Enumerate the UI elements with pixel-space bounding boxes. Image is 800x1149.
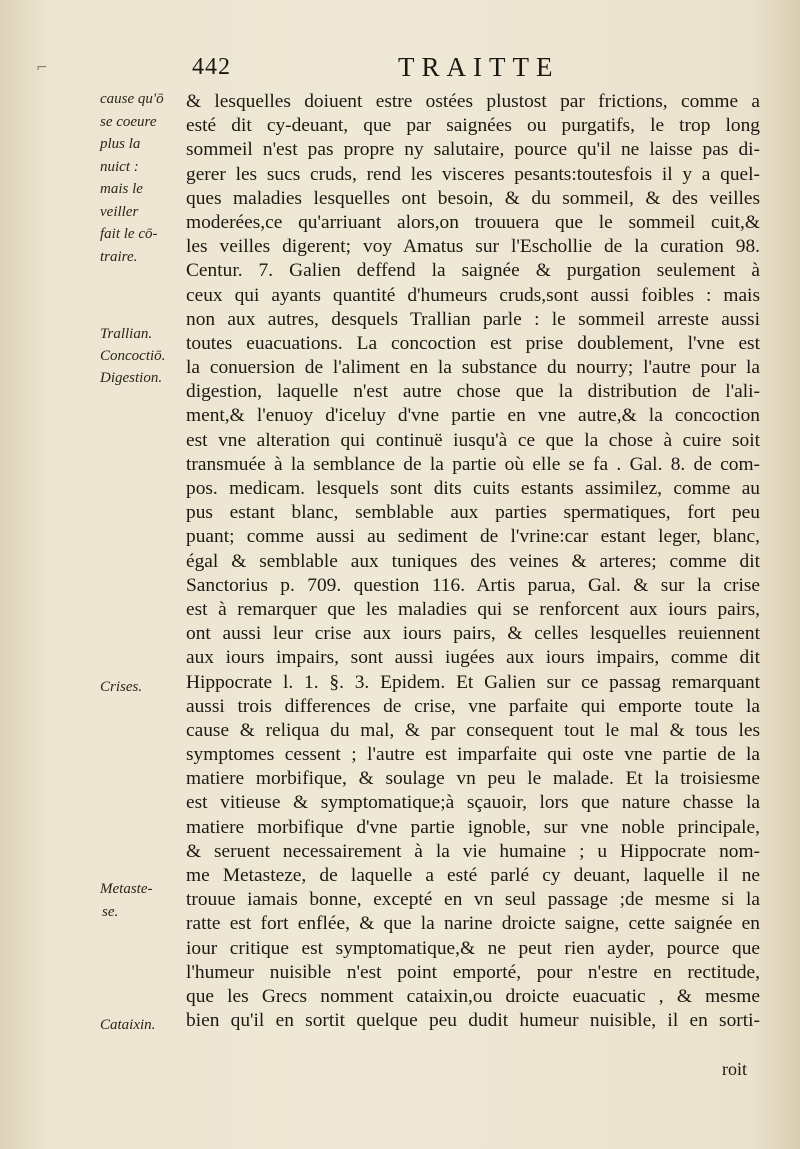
text-line: est vitieuse & symptomatique;à sçauoir, lors que nature chasse la — [186, 792, 760, 814]
text-line: Sanctorius p. 709. question 116. Artis parua, Gal. & sur la crise — [186, 574, 760, 596]
text-line: égal & semblable aux tuniques des veines & arteres; comme dit — [186, 550, 760, 572]
text-line: matiere morbifique d'vne partie ignoble, sur vne noble principale, — [186, 816, 760, 838]
margin-line: fait le cō- — [100, 226, 158, 242]
text-line: cause & reliqua du mal, & par consequent tout le mal & tous les — [186, 719, 760, 741]
text-line: gerer les sucs cruds, rend les visceres pesants:toutesfois il y a quel- — [186, 163, 760, 185]
text-line: ceux qui ayants quantité d'humeurs cruds,sont aussi foibles : mais — [186, 284, 760, 306]
scan-mark: ⌐ — [36, 60, 48, 76]
text-line: digestion, laquelle n'est autre chose que la distribution de l'ali- — [186, 381, 760, 403]
text-line: ques maladies lesquelles ont besoin, & du sommeil, & des veilles — [186, 187, 760, 209]
margin-line: se. — [102, 903, 119, 920]
text-line: Hippocrate l. 1. §. 3. Epidem. Et Galien sur ce passag remarquant — [186, 671, 760, 693]
catchword: roit — [722, 1059, 747, 1079]
margin-note-trallian — [100, 323, 152, 346]
text-line: pus estant blanc, semblable aux parties spermatiques, fort peu — [186, 502, 760, 524]
text-line: est vne alteration qui continuë iusqu'à ce que la chose à cuire soit — [186, 429, 760, 451]
text-line: & seruent necessairement à la vie humaine ; u Hippocrate nom- — [186, 840, 760, 862]
margin-note-concoction — [100, 345, 165, 368]
text-line: transmuée à la semblance de la partie où elle se fa . Gal. 8. de com- — [186, 453, 760, 475]
text-line: l'humeur nuisible n'est point emporté, pour n'estre en rectitude, — [186, 961, 760, 983]
text-line: les veilles digerent; voy Amatus sur l'Eschollie de la curation 98. — [186, 236, 760, 258]
margin-note-metastese — [100, 878, 152, 923]
margin-note-crises — [100, 676, 142, 699]
text-line: trouue iamais bonne, excepté en vn seul passage ;de mesme si la — [186, 889, 760, 911]
page-number: 442 — [192, 54, 231, 80]
text-line: esté dit cy-deuant, que par saignées ou purgatifs, le trop long — [186, 115, 760, 137]
margin-line: cause qu'ō — [100, 91, 164, 107]
margin-line: plus la — [100, 136, 141, 152]
text-line: me Metasteze, de laquelle a esté parlé cy deuant, laquelle il ne — [186, 865, 760, 886]
margin-line: Cataixin. — [100, 1017, 156, 1033]
text-line: iour critique est symptomatique,& ne peut rien ayder, pource que — [186, 937, 760, 959]
text-line: que les Grecs nomment cataixin,ou droicte euacuatic , & mesme — [186, 985, 760, 1007]
text-line: ratte est fort enflée, & que la narine droicte saigne, cette saignée en — [186, 913, 760, 935]
text-line: ont aussi leur crise aux iours pairs, & celles lesquelles reuiennent — [186, 623, 760, 645]
margin-line: Metaste- — [100, 881, 153, 897]
margin-line: veiller — [100, 203, 139, 220]
text-line: est à remarquer que les maladies qui se renforcent aux iours pairs, — [186, 598, 760, 620]
text-line: & lesquelles doiuent estre ostées plustost par frictions, comme a — [186, 91, 760, 112]
text-line: Centur. 7. Galien deffend la saignée & purgation seulement à — [186, 260, 760, 282]
text-line: ment,& l'enuoy d'iceluy d'vne partie en vne autre,& la concoction — [186, 405, 760, 427]
text-line: toutes euacuations. La concoction est prise doublement, l'vne est — [186, 332, 760, 354]
running-title: TRAITTE — [398, 52, 560, 82]
margin-line: mais le — [100, 181, 143, 197]
margin-note-cause — [100, 88, 164, 268]
page-header — [0, 50, 800, 90]
text-line: moderées,ce qu'arriuant alors,on trouuera que le sommeil cuit,& — [186, 211, 760, 233]
margin-line: se coeure — [100, 113, 157, 130]
text-line: non aux autres, desquels Trallian parle : le sommeil arreste aussi — [186, 308, 760, 330]
text-line: puant; comme aussi au sediment de l'vrine:car estant leger, blanc, — [186, 526, 760, 548]
margin-line: nuict : — [100, 158, 139, 175]
text-line: la conuersion de l'aliment en la substance du nourry; l'autre pour la — [186, 357, 760, 379]
margin-note-cataixin — [100, 1014, 155, 1037]
margin-line: traire. — [100, 248, 138, 265]
text-line: aussi trois differences de crise, vne parfaite qui emporte toute la — [186, 695, 760, 717]
text-line: pos. medicam. lesquels sont dits cuits estants assimilez, comme au — [186, 478, 760, 499]
text-line: symptomes cessent ; l'autre est imparfaite qui oste vne partie de la — [186, 744, 760, 766]
margin-line: Concoctiō. — [100, 348, 166, 364]
text-line: bien qu'il en sortit quelque peu dudit humeur nuisible, il en sorti- — [186, 1010, 760, 1032]
margin-line: Trallian. — [100, 326, 153, 342]
body-text — [186, 90, 760, 1033]
text-line: matiere morbifique, & soulage vn peu le malade. Et la troisiesme — [186, 768, 760, 790]
margin-line: Digestion. — [100, 370, 163, 386]
text-line: aux iours impairs, sont aussi iugées aux iours impairs, comme dit — [186, 647, 760, 669]
margin-line: Crises. — [100, 679, 143, 695]
margin-note-digestion — [100, 367, 162, 390]
text-line: sommeil n'est pas propre ny salutaire, pource qu'il ne laisse pas di- — [186, 139, 760, 161]
